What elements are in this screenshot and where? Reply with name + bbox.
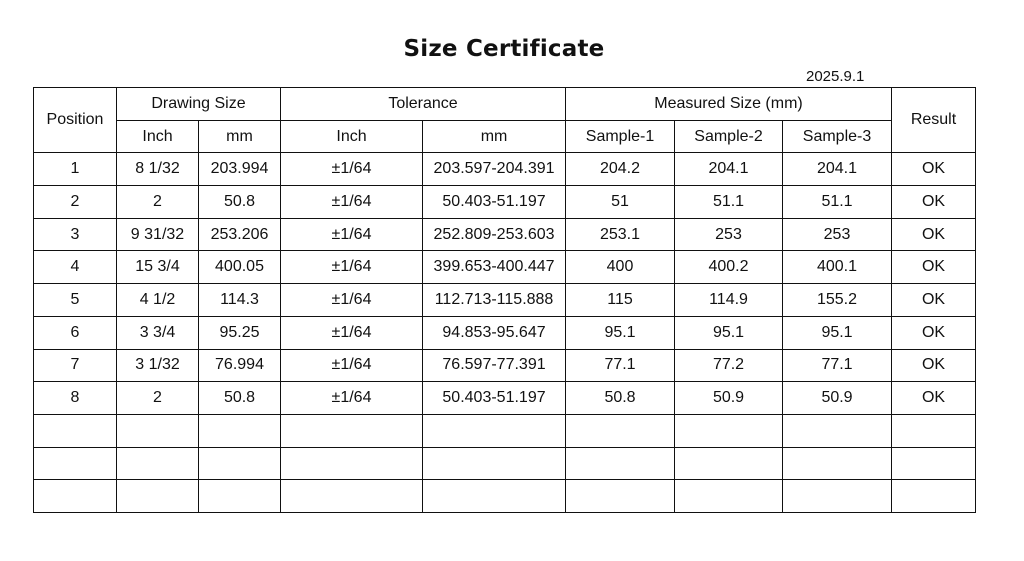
position-cell — [34, 480, 117, 513]
sample-2-cell — [675, 414, 783, 447]
drawing-inch-cell — [117, 480, 199, 513]
header-result: Result — [892, 88, 976, 153]
sample-1-cell: 253.1 — [566, 218, 675, 251]
result-cell: OK — [892, 284, 976, 317]
result-cell: OK — [892, 218, 976, 251]
result-cell: OK — [892, 316, 976, 349]
drawing-mm-cell: 50.8 — [199, 382, 281, 415]
tolerance-inch-cell: ±1/64 — [281, 349, 423, 382]
result-cell — [892, 414, 976, 447]
drawing-inch-cell: 2 — [117, 382, 199, 415]
table-row — [34, 284, 976, 317]
tolerance-inch-cell: ±1/64 — [281, 251, 423, 284]
drawing-mm-cell: 253.206 — [199, 218, 281, 251]
sample-3-cell: 50.9 — [783, 382, 892, 415]
sample-1-cell: 50.8 — [566, 382, 675, 415]
position-cell — [34, 414, 117, 447]
tolerance-mm-cell — [423, 480, 566, 513]
sample-1-cell: 400 — [566, 251, 675, 284]
sample-2-cell: 253 — [675, 218, 783, 251]
drawing-mm-cell — [199, 447, 281, 480]
sample-3-cell: 51.1 — [783, 186, 892, 219]
tolerance-mm-cell: 203.597-204.391 — [423, 153, 566, 186]
sample-3-cell — [783, 480, 892, 513]
tolerance-mm-cell: 76.597-77.391 — [423, 349, 566, 382]
header-row-2 — [34, 120, 976, 153]
sample-3-cell: 253 — [783, 218, 892, 251]
sample-1-cell — [566, 480, 675, 513]
sample-3-cell — [783, 414, 892, 447]
tolerance-inch-cell: ±1/64 — [281, 218, 423, 251]
sample-1-cell — [566, 414, 675, 447]
sample-2-cell: 400.2 — [675, 251, 783, 284]
tolerance-mm-cell: 94.853-95.647 — [423, 316, 566, 349]
tolerance-inch-cell: ±1/64 — [281, 186, 423, 219]
sample-1-cell: 77.1 — [566, 349, 675, 382]
table-row — [34, 186, 976, 219]
drawing-mm-cell: 203.994 — [199, 153, 281, 186]
position-cell: 4 — [34, 251, 117, 284]
result-cell — [892, 447, 976, 480]
drawing-inch-cell — [117, 414, 199, 447]
result-cell: OK — [892, 251, 976, 284]
tolerance-inch-cell — [281, 447, 423, 480]
table-row — [34, 316, 976, 349]
table-row — [34, 218, 976, 251]
header-row-1 — [34, 88, 976, 121]
tolerance-mm-cell: 252.809-253.603 — [423, 218, 566, 251]
drawing-mm-cell — [199, 414, 281, 447]
header-sample-3: Sample-3 — [783, 120, 892, 153]
result-cell — [892, 480, 976, 513]
certificate-date: 2025.9.1 — [806, 68, 865, 85]
sample-3-cell — [783, 447, 892, 480]
header-tolerance-inch: Inch — [281, 120, 423, 153]
sample-2-cell: 50.9 — [675, 382, 783, 415]
tolerance-inch-cell: ±1/64 — [281, 316, 423, 349]
sample-1-cell: 51 — [566, 186, 675, 219]
table-row — [34, 480, 976, 513]
header-drawing-mm: mm — [199, 120, 281, 153]
drawing-inch-cell — [117, 447, 199, 480]
position-cell: 8 — [34, 382, 117, 415]
table-body — [34, 153, 976, 513]
drawing-inch-cell: 15 3/4 — [117, 251, 199, 284]
header-sample-2: Sample-2 — [675, 120, 783, 153]
result-cell: OK — [892, 186, 976, 219]
sample-3-cell: 155.2 — [783, 284, 892, 317]
drawing-inch-cell: 9 31/32 — [117, 218, 199, 251]
tolerance-inch-cell: ±1/64 — [281, 382, 423, 415]
document-title: Size Certificate — [403, 36, 605, 62]
table-row — [34, 251, 976, 284]
position-cell: 7 — [34, 349, 117, 382]
drawing-mm-cell — [199, 480, 281, 513]
tolerance-mm-cell — [423, 447, 566, 480]
tolerance-inch-cell: ±1/64 — [281, 153, 423, 186]
result-cell: OK — [892, 153, 976, 186]
sample-3-cell: 77.1 — [783, 349, 892, 382]
sample-2-cell — [675, 447, 783, 480]
header-drawing-inch: Inch — [117, 120, 199, 153]
position-cell: 6 — [34, 316, 117, 349]
table-row — [34, 414, 976, 447]
drawing-mm-cell: 400.05 — [199, 251, 281, 284]
sample-2-cell: 114.9 — [675, 284, 783, 317]
sample-2-cell: 95.1 — [675, 316, 783, 349]
sample-2-cell: 204.1 — [675, 153, 783, 186]
header-sample-1: Sample-1 — [566, 120, 675, 153]
drawing-inch-cell: 4 1/2 — [117, 284, 199, 317]
table-row — [34, 447, 976, 480]
drawing-mm-cell: 114.3 — [199, 284, 281, 317]
sample-1-cell: 115 — [566, 284, 675, 317]
position-cell: 5 — [34, 284, 117, 317]
position-cell: 3 — [34, 218, 117, 251]
drawing-inch-cell: 3 3/4 — [117, 316, 199, 349]
drawing-inch-cell: 2 — [117, 186, 199, 219]
table-row — [34, 349, 976, 382]
tolerance-mm-cell — [423, 414, 566, 447]
result-cell: OK — [892, 349, 976, 382]
sample-1-cell: 204.2 — [566, 153, 675, 186]
table-row — [34, 382, 976, 415]
sample-1-cell: 95.1 — [566, 316, 675, 349]
header-position: Position — [34, 88, 117, 153]
sample-2-cell — [675, 480, 783, 513]
table-row — [34, 153, 976, 186]
sample-3-cell: 95.1 — [783, 316, 892, 349]
drawing-mm-cell: 50.8 — [199, 186, 281, 219]
tolerance-inch-cell — [281, 414, 423, 447]
position-cell: 2 — [34, 186, 117, 219]
position-cell — [34, 447, 117, 480]
drawing-inch-cell: 8 1/32 — [117, 153, 199, 186]
tolerance-mm-cell: 50.403-51.197 — [423, 382, 566, 415]
drawing-mm-cell: 76.994 — [199, 349, 281, 382]
header-measured-size: Measured Size (mm) — [566, 88, 892, 121]
sample-3-cell: 204.1 — [783, 153, 892, 186]
tolerance-mm-cell: 399.653-400.447 — [423, 251, 566, 284]
size-certificate-table — [33, 87, 976, 513]
sample-2-cell: 77.2 — [675, 349, 783, 382]
sample-3-cell: 400.1 — [783, 251, 892, 284]
sample-1-cell — [566, 447, 675, 480]
header-drawing-size: Drawing Size — [117, 88, 281, 121]
tolerance-inch-cell: ±1/64 — [281, 284, 423, 317]
tolerance-mm-cell: 112.713-115.888 — [423, 284, 566, 317]
drawing-mm-cell: 95.25 — [199, 316, 281, 349]
tolerance-inch-cell — [281, 480, 423, 513]
position-cell: 1 — [34, 153, 117, 186]
header-tolerance-mm: mm — [423, 120, 566, 153]
tolerance-mm-cell: 50.403-51.197 — [423, 186, 566, 219]
drawing-inch-cell: 3 1/32 — [117, 349, 199, 382]
header-tolerance: Tolerance — [281, 88, 566, 121]
result-cell: OK — [892, 382, 976, 415]
sample-2-cell: 51.1 — [675, 186, 783, 219]
